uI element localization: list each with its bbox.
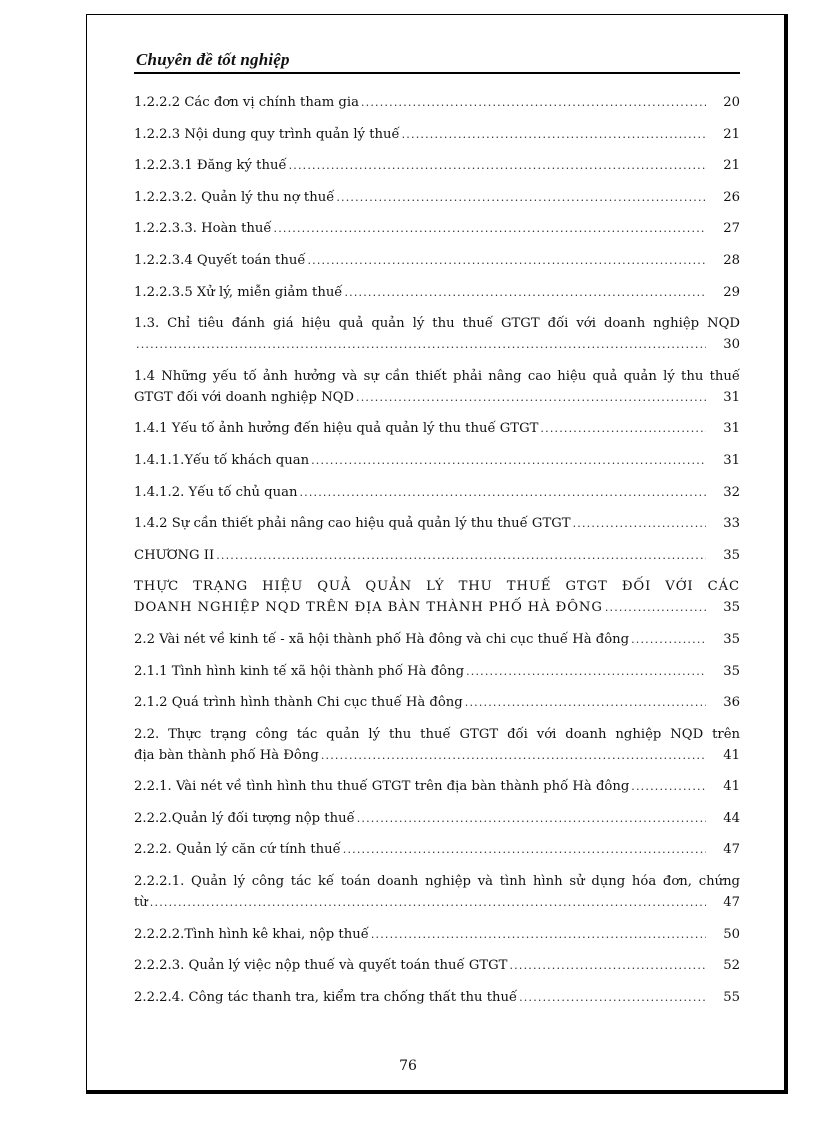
toc-entry-label: từ	[134, 895, 148, 911]
toc-entry-page-number: 36	[723, 695, 740, 711]
toc-entry-label: 2.2.2.2.Tình hình kê khai, nộp thuế	[134, 926, 369, 942]
toc-entry-row	[134, 776, 740, 797]
toc-entry-label: 1.4.1.2. Yếu tố chủ quan	[134, 484, 298, 500]
header-title: Chuyên đề tốt nghiệp	[136, 50, 290, 69]
toc-entry-label: 2.2.2. Quản lý căn cứ tính thuế	[134, 842, 341, 858]
toc-entry[interactable]	[134, 250, 740, 271]
toc-entry-page-number: 55	[723, 989, 740, 1005]
toc-dot-leader	[311, 450, 706, 471]
toc-entry-page-number: 20	[723, 95, 740, 110]
toc-entry-row	[134, 808, 740, 829]
toc-entry[interactable]	[134, 450, 740, 471]
toc-entry[interactable]	[134, 661, 740, 682]
toc-entry-label: 1.2.2.3.4 Quyết toán thuế	[134, 252, 306, 268]
toc-entry-page-number: 35	[723, 663, 740, 679]
toc-entry-page-number: 52	[723, 958, 740, 974]
toc-entry[interactable]	[134, 871, 740, 913]
toc-entry-page-number: 41	[723, 779, 740, 795]
toc-entry-title-line: 1.4 Những yếu tố ảnh hưởng và sự cần thiết phải nâng cao hiệu quả quản lý thu thuế	[134, 368, 740, 384]
toc-entry[interactable]	[134, 924, 740, 945]
toc-dot-leader	[356, 387, 706, 408]
toc-entry-label: DOANH NGHIỆP NQD TRÊN ĐỊA BÀN THÀNH PHỐ HÀ ĐÔNG	[134, 600, 603, 616]
toc-dot-leader	[321, 745, 706, 766]
toc-entry-row	[134, 513, 740, 534]
toc-entry-row	[134, 692, 740, 713]
toc-dot-leader	[136, 334, 706, 355]
toc-dot-leader	[357, 808, 706, 829]
toc-entry-title-line: 1.3. Chỉ tiêu đánh giá hiệu quả quản lý thu thuế GTGT đối với doanh nghiệp NQD	[134, 316, 740, 332]
toc-entry-page-number: 35	[723, 631, 740, 647]
toc-dot-leader	[631, 776, 706, 797]
toc-entry[interactable]	[134, 955, 740, 976]
toc-entry[interactable]	[134, 513, 740, 534]
toc-dot-leader	[573, 513, 706, 534]
toc-entry-row	[134, 987, 740, 1008]
toc-entry-row	[134, 282, 740, 303]
toc-entry-row	[134, 597, 740, 618]
toc-dot-leader	[150, 892, 706, 913]
toc-entry-page-number: 28	[723, 252, 740, 268]
toc-entry-row	[134, 924, 740, 945]
toc-entry-row	[134, 187, 740, 208]
toc-dot-leader	[289, 155, 706, 176]
toc-entry-row	[134, 418, 740, 439]
table-of-contents	[134, 92, 740, 1018]
page-header	[134, 46, 740, 74]
toc-entry[interactable]	[134, 482, 740, 503]
toc-entry-row	[134, 482, 740, 503]
toc-entry[interactable]	[134, 839, 740, 860]
toc-dot-leader	[299, 482, 706, 503]
toc-entry[interactable]	[134, 218, 740, 239]
toc-dot-leader	[466, 661, 706, 682]
toc-entry-label: 2.1.2 Quá trình hình thành Chi cục thuế Hà đông	[134, 695, 463, 711]
toc-entry[interactable]	[134, 418, 740, 439]
toc-entry-label: 1.2.2.2 Các đơn vị chính tham gia	[134, 95, 359, 110]
toc-entry-page-number: 41	[723, 747, 740, 763]
toc-dot-leader	[216, 545, 706, 566]
toc-dot-leader	[605, 597, 706, 618]
toc-entry[interactable]	[134, 92, 740, 113]
toc-dot-leader	[361, 92, 706, 113]
toc-entry-page-number: 31	[723, 452, 740, 468]
toc-entry-row	[134, 629, 740, 650]
toc-entry[interactable]	[134, 124, 740, 145]
page-number: 76	[399, 1058, 417, 1074]
toc-entry-label: 1.2.2.3.1 Đăng ký thuế	[134, 158, 287, 174]
toc-entry-title-line: 2.2. Thực trạng công tác quản lý thu thuế GTGT đối với doanh nghiệp NQD trên	[134, 726, 740, 742]
toc-entry[interactable]	[134, 187, 740, 208]
toc-entry[interactable]	[134, 282, 740, 303]
toc-entry-row	[134, 155, 740, 176]
toc-entry-page-number: 44	[723, 810, 740, 826]
toc-entry-row	[134, 250, 740, 271]
toc-dot-leader	[336, 187, 706, 208]
toc-entry-row	[134, 839, 740, 860]
toc-entry-page-number: 21	[723, 158, 740, 174]
toc-entry-label: CHƯƠNG II	[134, 547, 215, 563]
toc-entry-label: 1.4.2 Sự cần thiết phải nâng cao hiệu quả quản lý thu thuế GTGT	[134, 516, 571, 532]
toc-entry-label: địa bàn thành phố Hà Đông	[134, 747, 319, 763]
toc-entry-row	[134, 124, 740, 145]
toc-entry-label: 1.2.2.3 Nội dung quy trình quản lý thuế	[134, 126, 400, 142]
toc-entry-label: 1.4.1 Yếu tố ảnh hưởng đến hiệu quả quản lý thu thuế GTGT	[134, 421, 539, 437]
toc-entry-label: 2.1.1 Tình hình kinh tế xã hội thành phố Hà đông	[134, 663, 465, 679]
toc-dot-leader	[540, 418, 706, 439]
toc-dot-leader	[343, 839, 706, 860]
toc-entry[interactable]	[134, 724, 740, 766]
toc-dot-leader	[631, 629, 706, 650]
toc-entry-title-line: THỰC TRẠNG HIỆU QUẢ QUẢN LÝ THU THUẾ GTGT ĐỐI VỚI CÁC	[134, 579, 740, 595]
toc-entry-label: GTGT đối với doanh nghiệp NQD	[134, 389, 355, 405]
toc-entry[interactable]	[134, 366, 740, 408]
toc-dot-leader	[509, 955, 706, 976]
toc-entry-label: 1.4.1.1.Yếu tố khách quan	[134, 452, 310, 468]
toc-entry-row	[134, 745, 740, 766]
toc-entry-page-number: 32	[723, 484, 740, 500]
toc-entry[interactable]	[134, 987, 740, 1008]
toc-entry-page-number: 50	[723, 926, 740, 942]
toc-entry-page-number: 30	[723, 337, 740, 353]
toc-entry[interactable]	[134, 776, 740, 797]
toc-entry-row	[134, 387, 740, 408]
toc-entry-row	[134, 334, 740, 355]
toc-entry[interactable]	[134, 155, 740, 176]
toc-entry[interactable]	[134, 692, 740, 713]
toc-dot-leader	[402, 124, 706, 145]
toc-entry-label: 1.2.2.3.5 Xử lý, miễn giảm thuế	[134, 284, 343, 300]
toc-dot-leader	[371, 924, 706, 945]
toc-entry-page-number: 47	[723, 842, 740, 858]
toc-entry[interactable]	[134, 545, 740, 566]
toc-entry-page-number: 21	[723, 126, 740, 142]
toc-entry-row	[134, 545, 740, 566]
toc-entry-label: 2.2 Vài nét về kinh tế - xã hội thành phố Hà đông và chi cục thuế Hà đông	[134, 631, 630, 647]
toc-entry-page-number: 31	[723, 421, 740, 437]
toc-entry-title-line: 2.2.2.1. Quản lý công tác kế toán doanh nghiệp và tình hình sử dụng hóa đơn, chứng	[134, 874, 740, 890]
toc-entry-page-number: 27	[723, 221, 740, 237]
toc-entry-page-number: 47	[723, 895, 740, 911]
toc-entry[interactable]	[134, 808, 740, 829]
toc-dot-leader	[519, 987, 706, 1008]
toc-entry-page-number: 26	[723, 189, 740, 205]
toc-entry-page-number: 29	[723, 284, 740, 300]
toc-entry-label: 2.2.2.Quản lý đối tượng nộp thuế	[134, 810, 355, 826]
toc-entry-label: 1.2.2.3.2. Quản lý thu nợ thuế	[134, 189, 335, 205]
toc-entry-label: 2.2.1. Vài nét về tình hình thu thuế GTGT trên địa bàn thành phố Hà đông	[134, 779, 630, 795]
toc-entry-label: 2.2.2.3. Quản lý việc nộp thuế và quyết toán thuế GTGT	[134, 958, 508, 974]
toc-entry-row	[134, 892, 740, 913]
toc-entry-row	[134, 955, 740, 976]
toc-entry[interactable]	[134, 629, 740, 650]
toc-dot-leader	[344, 282, 706, 303]
toc-entry-row	[134, 92, 740, 113]
toc-entry-page-number: 33	[723, 516, 740, 532]
toc-entry-page-number: 31	[723, 389, 740, 405]
toc-entry-page-number: 35	[723, 547, 740, 563]
toc-entry[interactable]	[134, 576, 740, 618]
toc-entry-row	[134, 218, 740, 239]
toc-dot-leader	[274, 218, 707, 239]
toc-entry-label: 1.2.2.3.3. Hoàn thuế	[134, 221, 272, 237]
toc-entry-row	[134, 661, 740, 682]
toc-dot-leader	[465, 692, 706, 713]
toc-dot-leader	[307, 250, 706, 271]
toc-entry-row	[134, 450, 740, 471]
toc-entry-page-number: 35	[723, 600, 740, 616]
toc-entry[interactable]	[134, 313, 740, 355]
toc-entry-label: 2.2.2.4. Công tác thanh tra, kiểm tra chống thất thu thuế	[134, 989, 518, 1005]
